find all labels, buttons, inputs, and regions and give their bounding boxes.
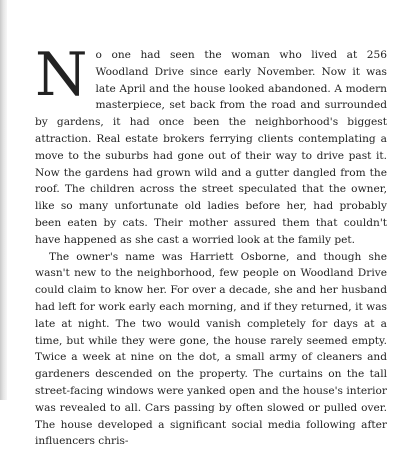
drop-cap: N [35, 40, 88, 110]
page-spine-shadow [0, 0, 7, 400]
paragraph-1 [35, 40, 387, 249]
paragraph-2: The owner's name was Harriett Osborne, and though she wasn't new to the neighborhood, few people on Woodland Drive could claim to know her. For over a decade, she and her husband had left for work early each morning, and if they returned, it was late at night. The two would vanish completely for days at a time, but while they were gone, the house rarely seemed empty. Twice a week at nine on the dot, a small army of cleaners and gardeners descended on the property. The curtains on the tall street-facing windows were yanked open and the house's interior was revealed to all. Cars passing by often slowed or pulled over. The house developed a significant social media following after influencers chris- [35, 250, 387, 448]
body-text [35, 40, 387, 450]
paragraph-1-text: o one had seen the woman who lived at 256 Woodland Drive since early November. Now it was late April and the house looked abandoned. A modern masterpiece, set back from the road and surrounded by gardens, it had once been the neighborhood's biggest attraction. Real estate brokers ferrying clients contemplating a move to the suburbs had gone out of their way to drive past it. Now the gardens had grown wild and a gutter dangled from the roof. The children across the street speculated that the owner, like so many unfortunate old ladies before her, had probably been eaten by cats. Their mother assured them that couldn't have happened as she cast a worried look at the family pet. [35, 49, 387, 246]
